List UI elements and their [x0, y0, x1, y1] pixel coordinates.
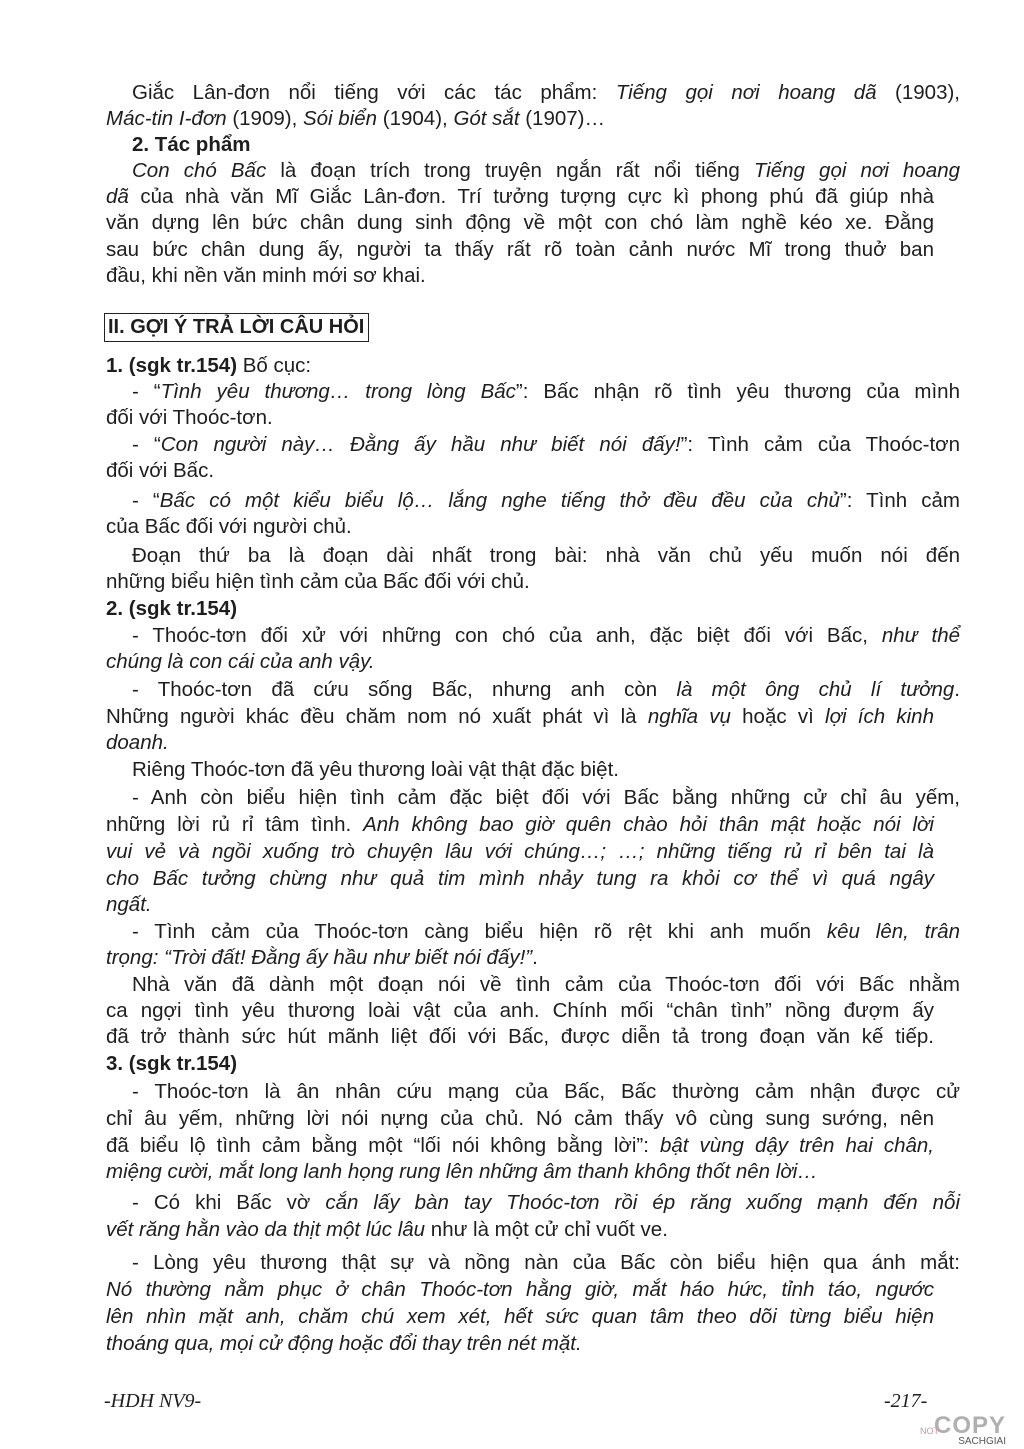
text-line: - Tình cảm của Thoóc-tơn càng biểu hiện rõ rệt khi anh muốn kêu lên, trân: [132, 920, 960, 943]
text-line: văn dựng lên bức chân dung sinh động về một con chó làm nghề kéo xe. Đằng: [106, 211, 934, 234]
text-line: - Lòng yêu thương thật sự và nồng nàn của Bấc còn biểu hiện qua ánh mắt:: [132, 1251, 960, 1274]
text-line: Đoạn thứ ba là đoạn dài nhất trong bài: nhà văn chủ yếu muốn nói đến: [132, 544, 960, 567]
question-label: 3. (sgk tr.154): [106, 1052, 238, 1075]
text-line: Nó thường nằm phục ở chân Thoóc-tơn hằng giờ, mắt háo hức, tỉnh táo, ngước: [106, 1278, 934, 1301]
text-line: những biểu hiện tình cảm của Bấc đối với chủ.: [106, 570, 530, 593]
text-line: Giắc Lân-đơn nổi tiếng với các tác phẩm: Tiếng gọi nơi hoang dã (1903),: [132, 81, 960, 104]
text-line: thoáng qua, mọi cử động hoặc đổi thay trên nét mặt.: [106, 1332, 582, 1355]
text-line: - Thoóc-tơn là ân nhân cứu mạng của Bấc, Bấc thường cảm nhận được cử: [132, 1080, 960, 1103]
text-line: đối với Bấc.: [106, 459, 215, 482]
text-line: chúng là con cái của anh vậy.: [106, 650, 375, 673]
question-label: 1. (sgk tr.154): [106, 354, 238, 377]
text-line: ca ngợi tình yêu thương loài vật của anh. Chính mối “chân tình” nồng đượm ấy: [106, 999, 934, 1022]
text-line: dã của nhà văn Mĩ Giắc Lân-đơn. Trí tưởng tượng cực kì phong phú đã giúp nhà: [106, 185, 934, 208]
subheading-tac-pham: 2. Tác phẩm: [132, 133, 251, 156]
footer-book-code: -HDH NV9-: [104, 1390, 202, 1412]
text-line: đã trở thành sức hút mãnh liệt đối với Bấc, được diễn tả trong đoạn văn kế tiếp.: [106, 1025, 934, 1048]
text-line: - Thoóc-tơn đã cứu sống Bấc, nhưng anh còn là một ông chủ lí tưởng.: [132, 678, 960, 701]
text-line: ngất.: [106, 893, 152, 916]
text-line: Con chó Bấc là đoạn trích trong truyện ngắn rất nổi tiếng Tiếng gọi nơi hoang: [132, 159, 960, 182]
text-line: lên nhìn mặt anh, chăm chú xem xét, hết sức quan tâm theo dõi từng biểu hiện: [106, 1305, 934, 1328]
page-number: -217-: [884, 1390, 928, 1412]
question-1-line: 1. (sgk tr.154) Bố cục:: [106, 354, 312, 377]
text-line: - “Con người này… Đằng ấy hầu như biết nói đấy!”: Tình cảm của Thoóc-tơn: [132, 433, 960, 456]
text-line: Những người khác đều chăm nom nó xuất phát vì là nghĩa vụ hoặc vì lợi ích kinh: [106, 705, 934, 728]
text-line: - “Tình yêu thương… trong lòng Bấc”: Bấc nhận rõ tình yêu thương của mình: [132, 380, 960, 403]
text-line: đã biểu lộ tình cảm bằng một “lối nói không bằng lời”: bật vùng dậy trên hai chân,: [106, 1134, 934, 1157]
text-line: trọng: “Trời đất! Đằng ấy hầu như biết nói đấy!”.: [106, 946, 538, 969]
text-line: đầu, khi nền văn minh mới sơ khai.: [106, 264, 426, 287]
text-line: của Bấc đối với người chủ.: [106, 515, 352, 538]
text-line: Nhà văn đã dành một đoạn nói về tình cảm của Thoóc-tơn đối với Bấc nhằm: [132, 973, 960, 996]
watermark-logo: NOT COPY SACHGIAI: [919, 1412, 1006, 1447]
text-line: - Thoóc-tơn đối xử với những con chó của anh, đặc biệt đối với Bấc, như thể: [132, 624, 960, 647]
text-line: vết răng hằn vào da thịt một lúc lâu như là một cử chỉ vuốt ve.: [106, 1218, 668, 1241]
text-line: những lời rủ rỉ tâm tình. Anh không bao giờ quên chào hỏi thân mật hoặc nói lời: [106, 813, 934, 836]
section-title: II. GỢI Ý TRẢ LỜI CÂU HỎI: [104, 313, 369, 342]
text-line: - Anh còn biểu hiện tình cảm đặc biệt đối với Bấc bằng những cử chỉ âu yếm,: [132, 786, 960, 809]
text-line: sau bức chân dung ấy, người ta thấy rất rõ toàn cảnh nước Mĩ trong thuở ban: [106, 238, 934, 261]
question-label: 2. (sgk tr.154): [106, 597, 238, 620]
text-line: - Có khi Bấc vờ cắn lấy bàn tay Thoóc-tơn rồi ép răng xuống mạnh đến nỗi: [132, 1191, 960, 1214]
text-line: vui vẻ và ngồi xuống trò chuyện lâu với chúng…; …; những tiếng rủ rỉ bên tai là: [106, 840, 934, 863]
text-line: Riêng Thoóc-tơn đã yêu thương loài vật thật đặc biệt.: [132, 758, 619, 781]
text-line: chỉ âu yếm, những lời nói nựng của chủ. Nó cảm thấy vô cùng sung sướng, nên: [106, 1107, 934, 1130]
text-line: doanh.: [106, 731, 169, 754]
text-line: cho Bấc tưởng chừng như quả tim mình nhảy tung ra khỏi cơ thể vì quá ngây: [106, 867, 934, 890]
text-line: miệng cười, mắt long lanh họng rung lên những âm thanh không thốt nên lời…: [106, 1160, 818, 1183]
text-line: - “Bấc có một kiểu biểu lộ… lắng nghe tiếng thở đều đều của chủ”: Tình cảm: [132, 489, 960, 512]
text-line: đối với Thoóc-tơn.: [106, 406, 273, 429]
text-line: Mác-tin I-đơn (1909), Sói biển (1904), Gót sắt (1907)…: [106, 107, 605, 130]
